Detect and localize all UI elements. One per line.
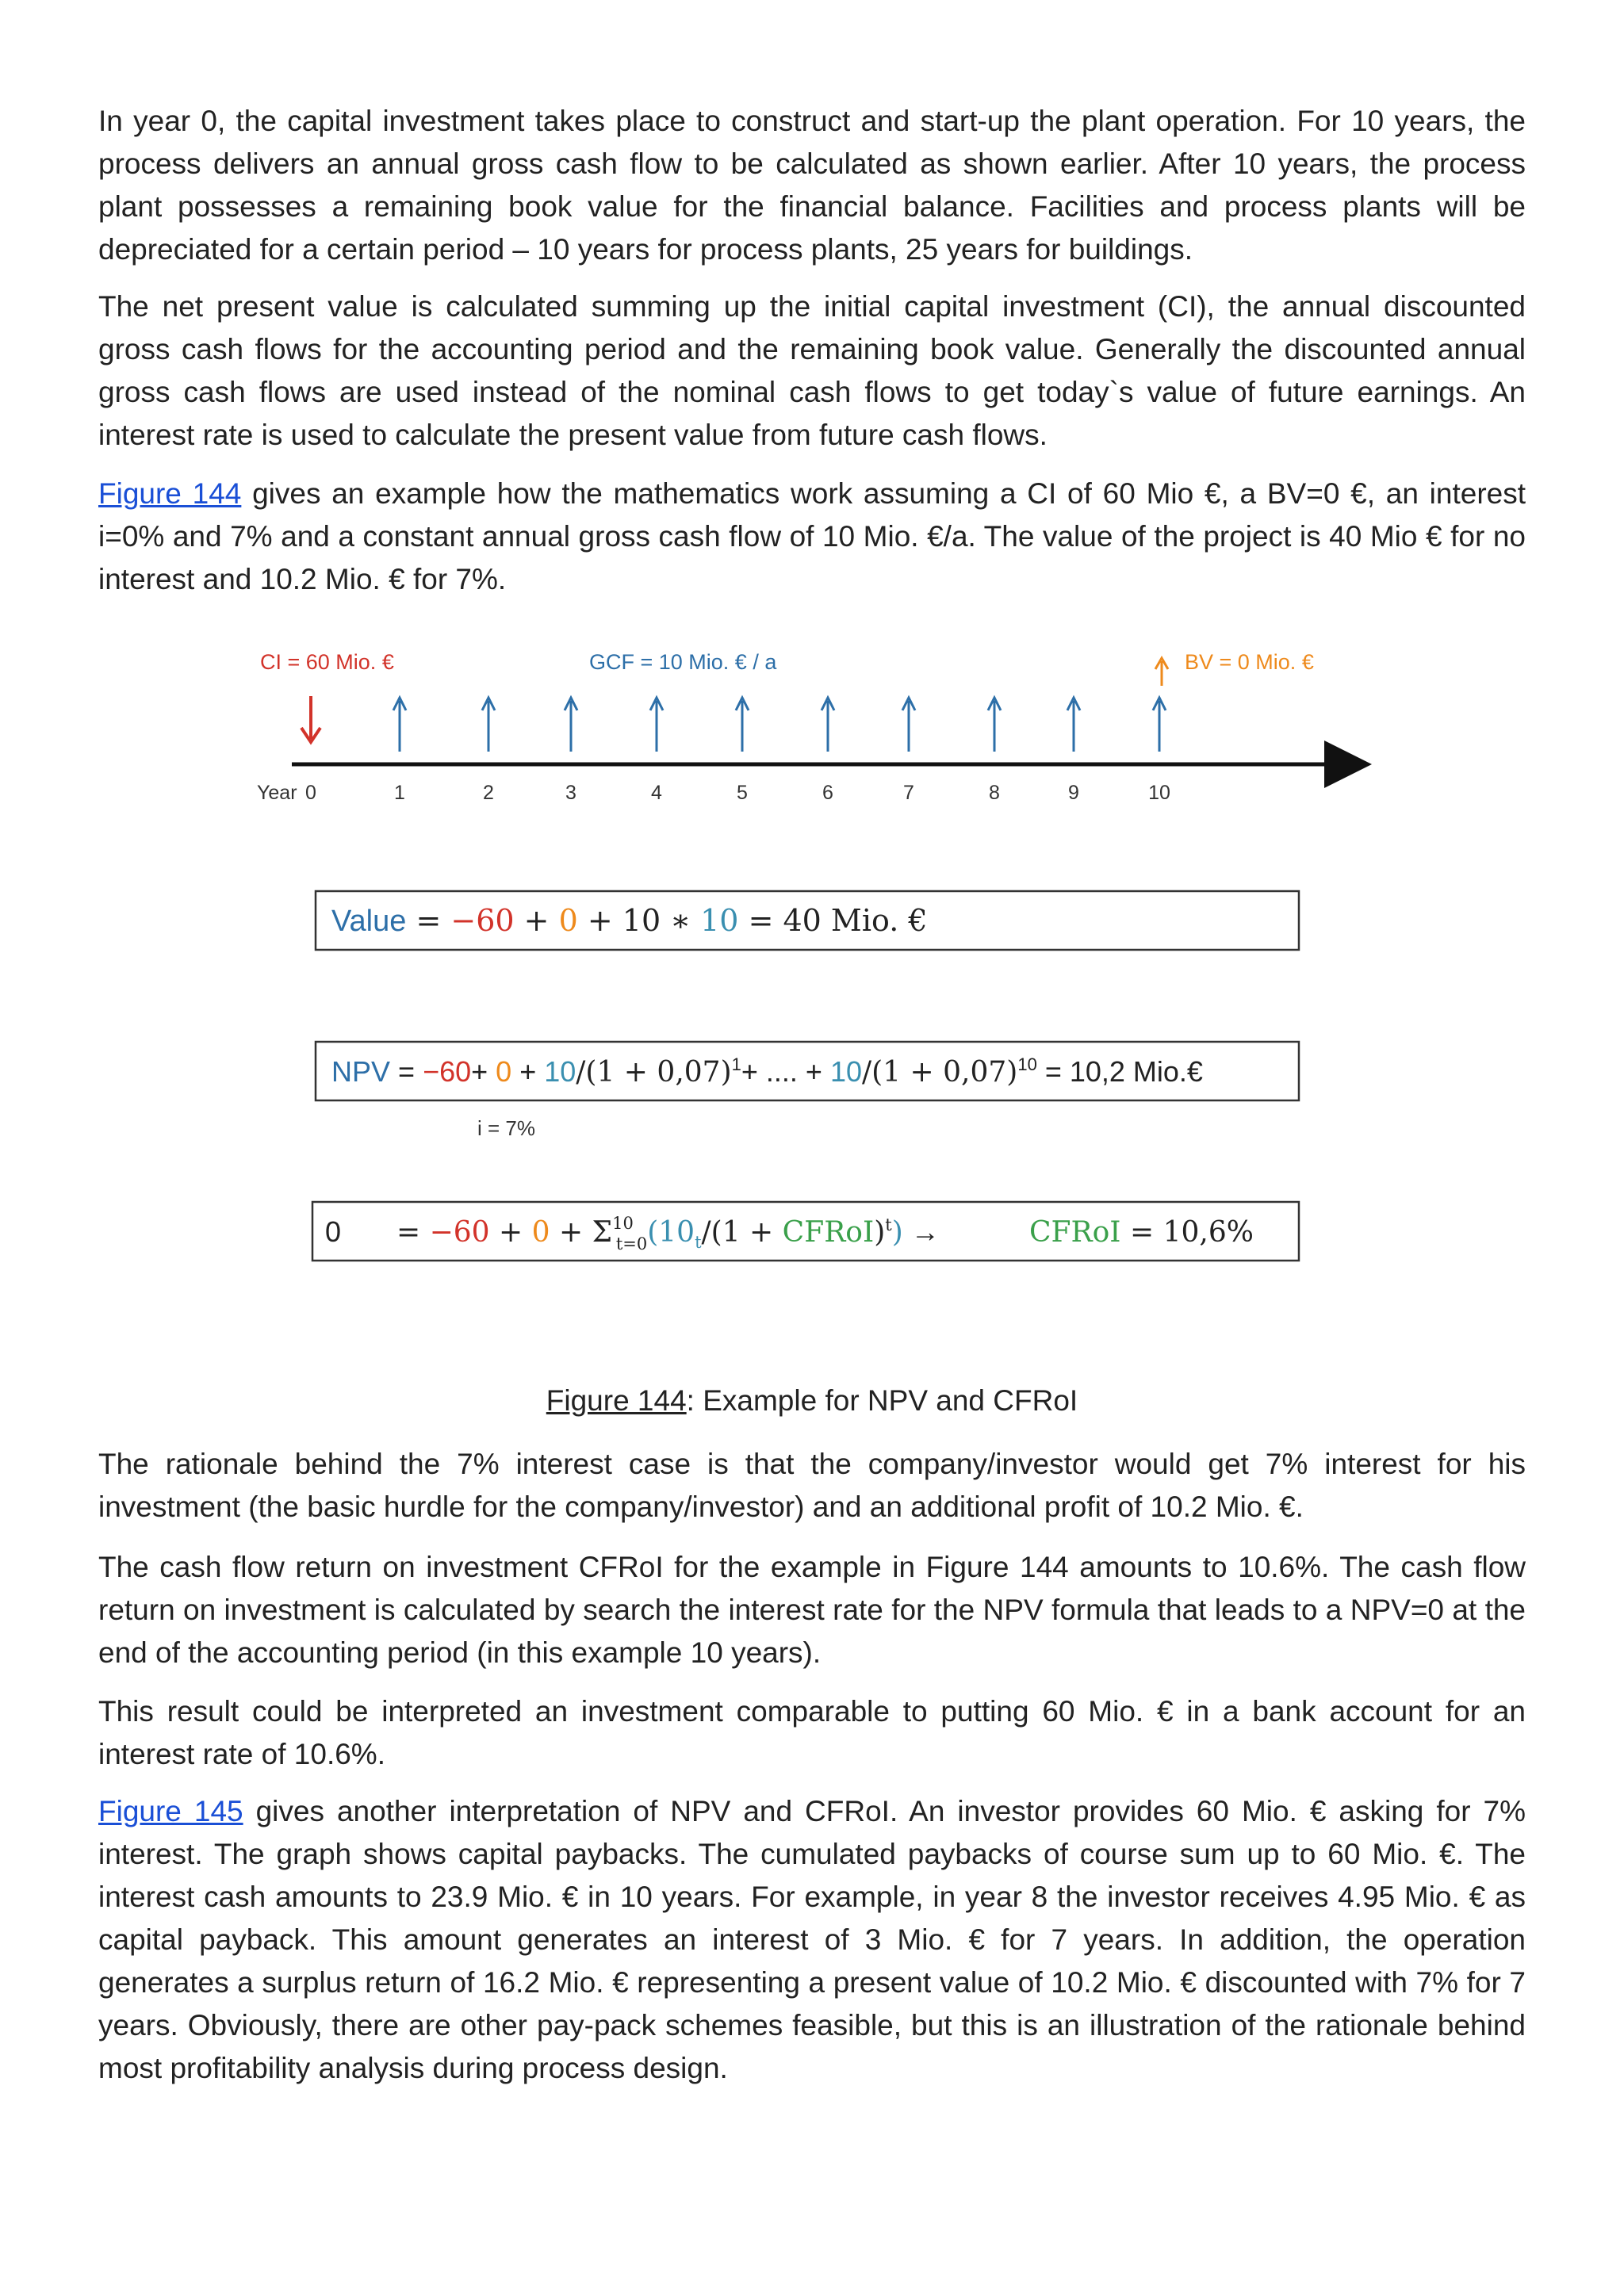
paragraph-net-present-value: The net present value is calculated summing up the initial capital investment (CI), the annual discounted gross cash flows for the accounting period and the remaining book value. Generally the discounted annual gross cash flows are used instead of the nominal cash flows to get today`s value of future earnings. An interest rate is used to calculate the present value from future cash flows. [98,290,1526,451]
cfroi-formula-rhs [396,1214,940,1253]
paragraph-figure-144-text: gives an example how the mathematics work assuming a CI of 60 Mio €, a BV=0 €, an interest i=0% and 7% and a constant annual gross cash flow of 10 Mio. €/a. The value of the project is 40 Mio € for no interest and 10.2 Mio. € for 7%. [98,477,1526,595]
npv-ten-a: 10 [544,1055,576,1088]
cfroi-sum-sub: t=0 [615,1234,648,1253]
npv-exp-a: 1 [731,1054,741,1074]
cfroi-symbol: CFRoI [782,1216,875,1249]
value-ten-1: 10 [622,903,661,938]
gcf-up-arrow-icon [902,698,915,752]
value-formula [331,903,928,938]
figure-144-link[interactable]: Figure 144 [98,477,242,510]
paragraph-figure-145-text: gives another interpretation of NPV and CFRoI. An investor provides 60 Mio. € asking for 7% interest. The graph shows capital paybacks. The cumulated paybacks of course sum up to 60 Mio. €. The interest cash amounts to 23.9 Mio. € in 10 years. For example, in year 8 the investor receives 4.95 Mio. € as capital payback. This amount generates an interest of 3 Mio. € for 7 years. In addition, the operation generates a surplus return of 16.2 Mio. € representing a present value of 10.2 Mio. € discounted with 7% for 7 years. Obviously, there are other pay-pack schemes feasible, but this is an illustration of the rationale behind most profitability analysis during process design. [98,1795,1526,2084]
cfroi-plus-1: + [489,1216,532,1249]
value-times: ∗ [661,903,701,938]
paragraph-capital-investment: In year 0, the capital investment takes place to construct and start-up the plant operation. For 10 years, the process delivers an annual gross cash flow to be calculated as shown earlier. After 10 years, the process plant possesses a remaining book value for the financial balance. Facilities and process plants will be depreciated for a certain period – 10 years for process plants, 25 years for buildings. [98,105,1526,266]
npv-zero: 0 [496,1055,512,1088]
year-tick-10: 10 [1148,782,1170,804]
cfroi-ten: 10 [658,1216,695,1249]
bv-label: BV = 0 Mio. € [1185,650,1314,674]
figure-caption [0,1380,1624,1422]
npv-minus60: −60 [423,1055,472,1088]
cfroi-sum-sup: 10 [612,1214,634,1233]
year-tick-4: 4 [651,782,662,804]
value-zero: 0 [558,903,578,938]
gcf-up-arrow-icon [822,698,834,752]
npv-word: NPV [331,1055,391,1088]
cfroi-exp-t: t [885,1215,892,1234]
year-label: Year [257,782,297,804]
year-tick-0: 0 [305,782,316,804]
gcf-up-arrow-icon [1067,698,1080,752]
paragraph-cfroi: The cash flow return on investment CFRoI for the example in Figure 144 amounts to 10.6%. The cash flow return on investment is calculated by search the interest rate for the NPV formula that leads to a NPV=0 at the end of the accounting period (in this example 10 years). [98,1551,1526,1669]
value-result: = 40 Mio. € [738,903,928,938]
year-tick-1: 1 [394,782,405,804]
value-plus-2: + [577,903,622,938]
cfroi-zero: 0 [531,1216,550,1249]
ci-label: CI = 60 Mio. € [260,650,394,674]
gcf-up-arrow-icon [988,698,1001,752]
paragraph-figure-145 [98,1790,1526,2090]
year-tick-8: 8 [989,782,1000,804]
figure-144-graphic [238,634,1396,1284]
value-word: Value [331,905,407,938]
cfroi-plus-2: + [550,1216,592,1249]
year-tick-9: 9 [1068,782,1079,804]
cfroi-zero-left: 0 [325,1215,342,1248]
npv-ten-b: 10 [829,1055,862,1088]
cfroi-arrow: → [902,1215,940,1248]
interest-rate-label: i = 7% [477,1116,535,1140]
figure-145-link[interactable]: Figure 145 [98,1795,243,1827]
value-plus: + [514,903,559,938]
year-tick-2: 2 [483,782,494,804]
npv-plus: + [471,1055,496,1088]
value-minus60: −60 [450,903,515,938]
cfroi-result-label: CFRoI [1029,1216,1121,1249]
gcf-up-arrow-icon [650,698,663,752]
cfroi-eq: = [396,1216,430,1249]
paragraph-rationale: The rationale behind the 7% interest case is that the company/investor would get 7% interest for his investment (the basic hurdle for the company/investor) and an additional profit of 10.2 Mio. €. [98,1448,1526,1523]
caption-text: : Example for NPV and CFRoI [686,1384,1078,1417]
caption-figure-ref: Figure 144 [546,1384,687,1417]
year-tick-3: 3 [565,782,576,804]
ci-down-arrow-icon [301,696,320,742]
cfroi-sum: Σ [592,1216,613,1249]
year-tick-6: 6 [822,782,833,804]
npv-formula [331,1054,1203,1089]
year-tick-7: 7 [903,782,914,804]
cfroi-close-2: ) [891,1216,903,1249]
npv-frac-a: /(1 + 0,07) [576,1056,732,1089]
gcf-up-arrow-icon [736,698,749,752]
npv-exp-b: 10 [1017,1054,1037,1074]
bv-arrow-icon [1155,658,1168,686]
npv-frac-b: /(1 + 0,07) [861,1056,1018,1089]
cfroi-div: /(1 + [701,1216,783,1249]
npv-plus-2: + [511,1055,545,1088]
gcf-arrows [393,698,1166,752]
cfroi-minus60: −60 [429,1216,490,1249]
npv-dots: + .... + [741,1055,830,1088]
paragraph-bank-account: This result could be interpreted an investment comparable to putting 60 Mio. € in a bank account for an interest rate of 10.6%. [98,1695,1526,1770]
gcf-label: GCF = 10 Mio. € / a [589,650,777,674]
cfroi-result-value: = 10,6% [1120,1216,1254,1249]
cfroi-close: ) [874,1216,886,1249]
npv-eq: = [390,1055,423,1088]
cfroi-open: ( [647,1216,659,1249]
year-tick-labels [305,782,1170,804]
cfroi-formula [325,1215,341,1248]
cfroi-result [1029,1216,1254,1249]
cfroi-ten-sub: t [695,1233,702,1252]
figure-144 [238,634,1396,1284]
gcf-up-arrow-icon [393,698,406,752]
npv-result: = 10,2 Mio.€ [1036,1055,1203,1088]
gcf-up-arrow-icon [482,698,495,752]
gcf-up-arrow-icon [565,698,577,752]
year-tick-5: 5 [737,782,748,804]
gcf-up-arrow-icon [1153,698,1166,752]
value-ten-2: 10 [700,903,739,938]
paragraph-figure-144-intro [98,473,1526,601]
value-eq: = [406,903,451,938]
